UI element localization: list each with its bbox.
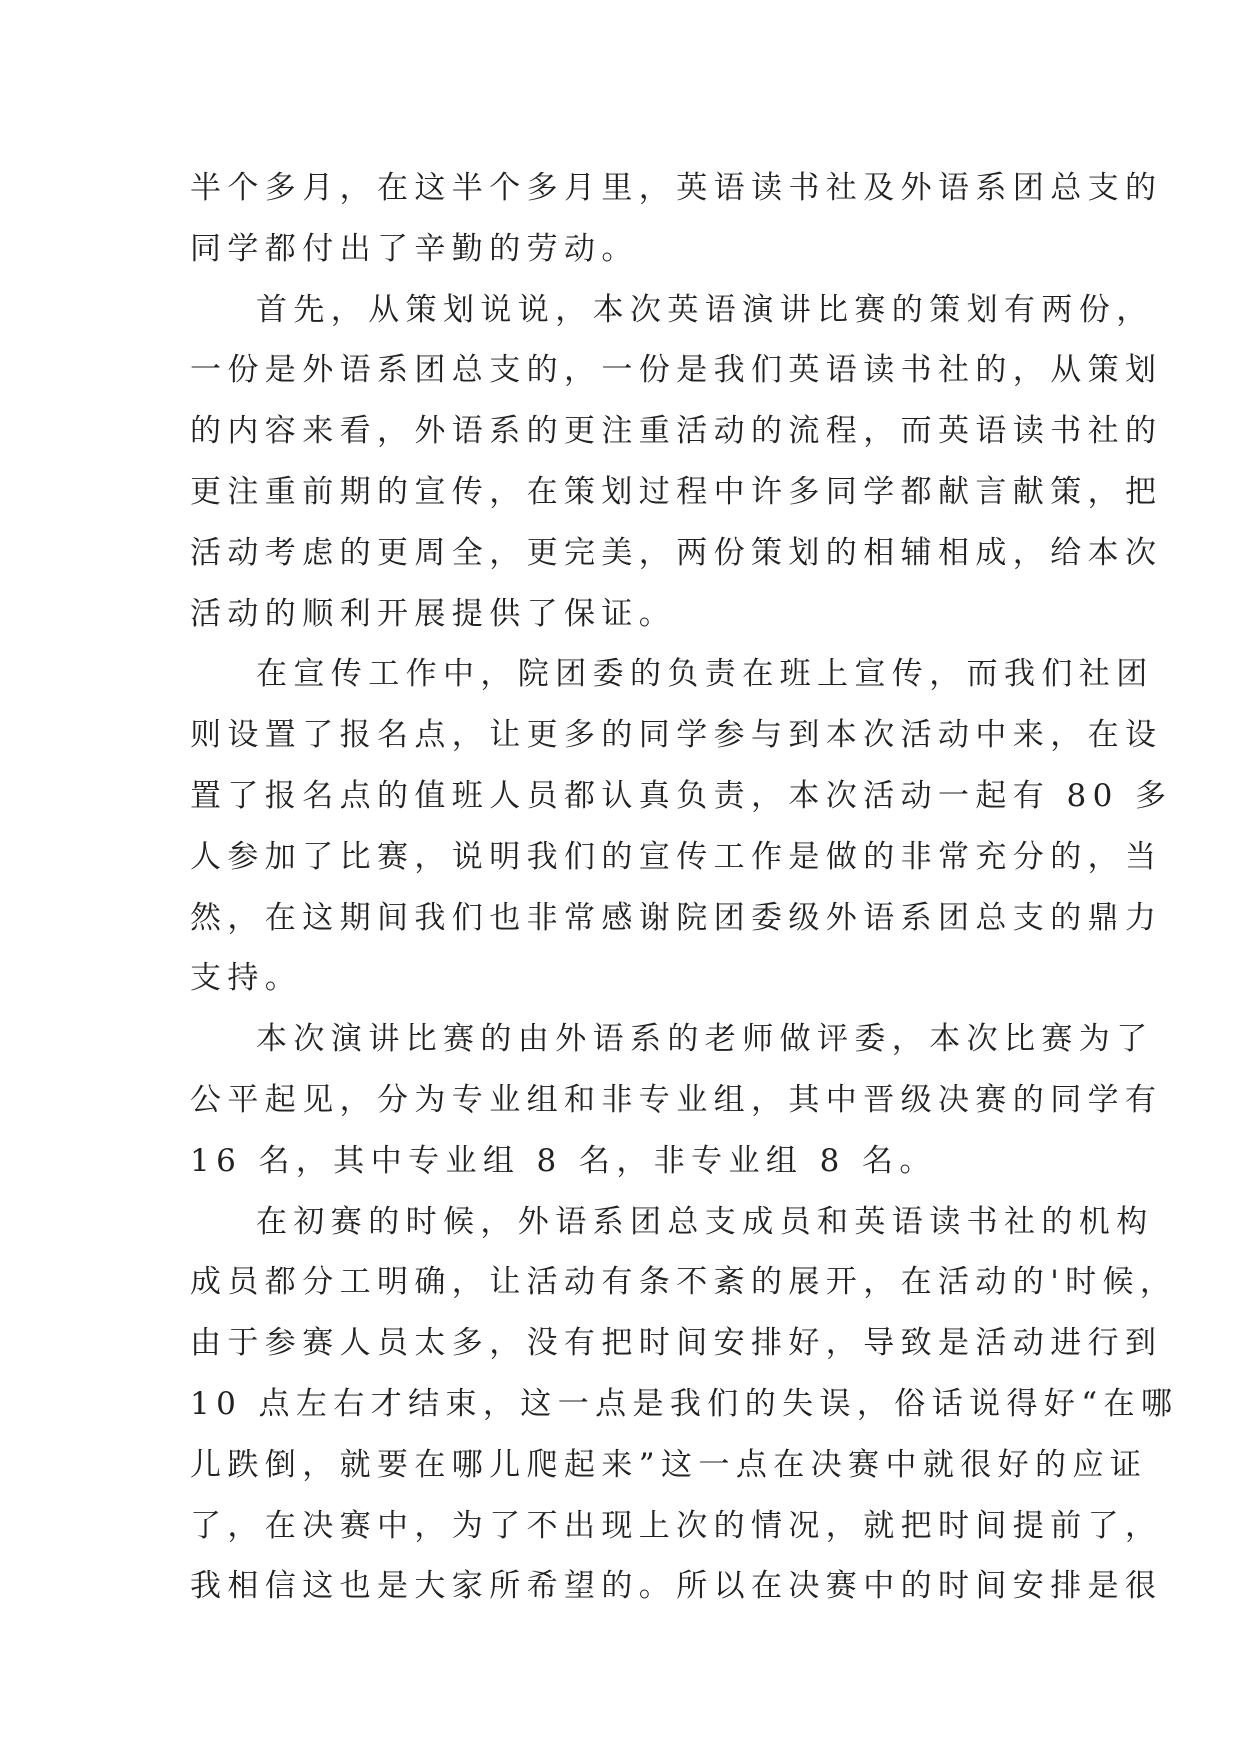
body-text xyxy=(190,158,1179,1617)
text-line: 的内容来看，外语系的更注重活动的流程，而英语读书社的 xyxy=(190,413,1163,450)
text-line: 活动考虑的更周全，更完美，两份策划的相辅相成，给本次 xyxy=(190,534,1163,571)
text-line: 人参加了比赛，说明我们的宣传工作是做的非常充分的，当 xyxy=(190,838,1163,875)
text-line: 则设置了报名点，让更多的同学参与到本次活动中来，在设 xyxy=(190,717,1163,754)
paragraph-first-line: 在初赛的时候，外语系团总支成员和英语读书社的机构 xyxy=(256,1203,1154,1240)
text-line: 活动的顺利开展提供了保证。 xyxy=(190,595,677,632)
text-line: 支持。 xyxy=(190,960,303,997)
text-line: 公平起见，分为专业组和非专业组，其中晋级决赛的同学有 xyxy=(190,1081,1163,1118)
text-line: 10 点左右才结束，这一点是我们的失误，俗话说得好“在哪 xyxy=(190,1385,1179,1422)
text-line: 然，在这期间我们也非常感谢院团委级外语系团总支的鼎力 xyxy=(190,899,1163,936)
text-line: 了，在决赛中，为了不出现上次的情况，就把时间提前了， xyxy=(190,1507,1163,1544)
text-line: 同学都付出了辛勤的劳动。 xyxy=(190,230,639,267)
text-line: 半个多月，在这半个多月里，英语读书社及外语系团总支的 xyxy=(190,170,1163,206)
paragraph-first-line: 在宣传工作中，院团委的负责在班上宣传，而我们社团 xyxy=(256,656,1154,693)
text-line: 一份是外语系团总支的，一份是我们英语读书社的，从策划 xyxy=(190,352,1163,389)
text-line: 儿跌倒，就要在哪儿爬起来”这一点在决赛中就很好的应证 xyxy=(190,1446,1148,1483)
text-line: 由于参赛人员太多，没有把时间安排好，导致是活动进行到 xyxy=(190,1325,1163,1362)
text-line: 更注重前期的宣传，在策划过程中许多同学都献言献策，把 xyxy=(190,473,1163,510)
paragraph-first-line: 本次演讲比赛的由外语系的老师做评委，本次比赛为了 xyxy=(256,1021,1154,1058)
paragraph-first-line: 首先，从策划说说，本次英语演讲比赛的策划有两份， xyxy=(256,291,1154,328)
text-line: 我相信这也是大家所希望的。所以在决赛中的时间安排是很 xyxy=(190,1568,1163,1605)
text-line: 置了报名点的值班人员都认真负责，本次活动一起有 80 多 xyxy=(190,777,1173,814)
text-line: 成员都分工明确，让活动有条不紊的展开，在活动的'时候， xyxy=(190,1264,1178,1301)
text-line: 16 名，其中专业组 8 名，非专业组 8 名。 xyxy=(190,1142,937,1179)
